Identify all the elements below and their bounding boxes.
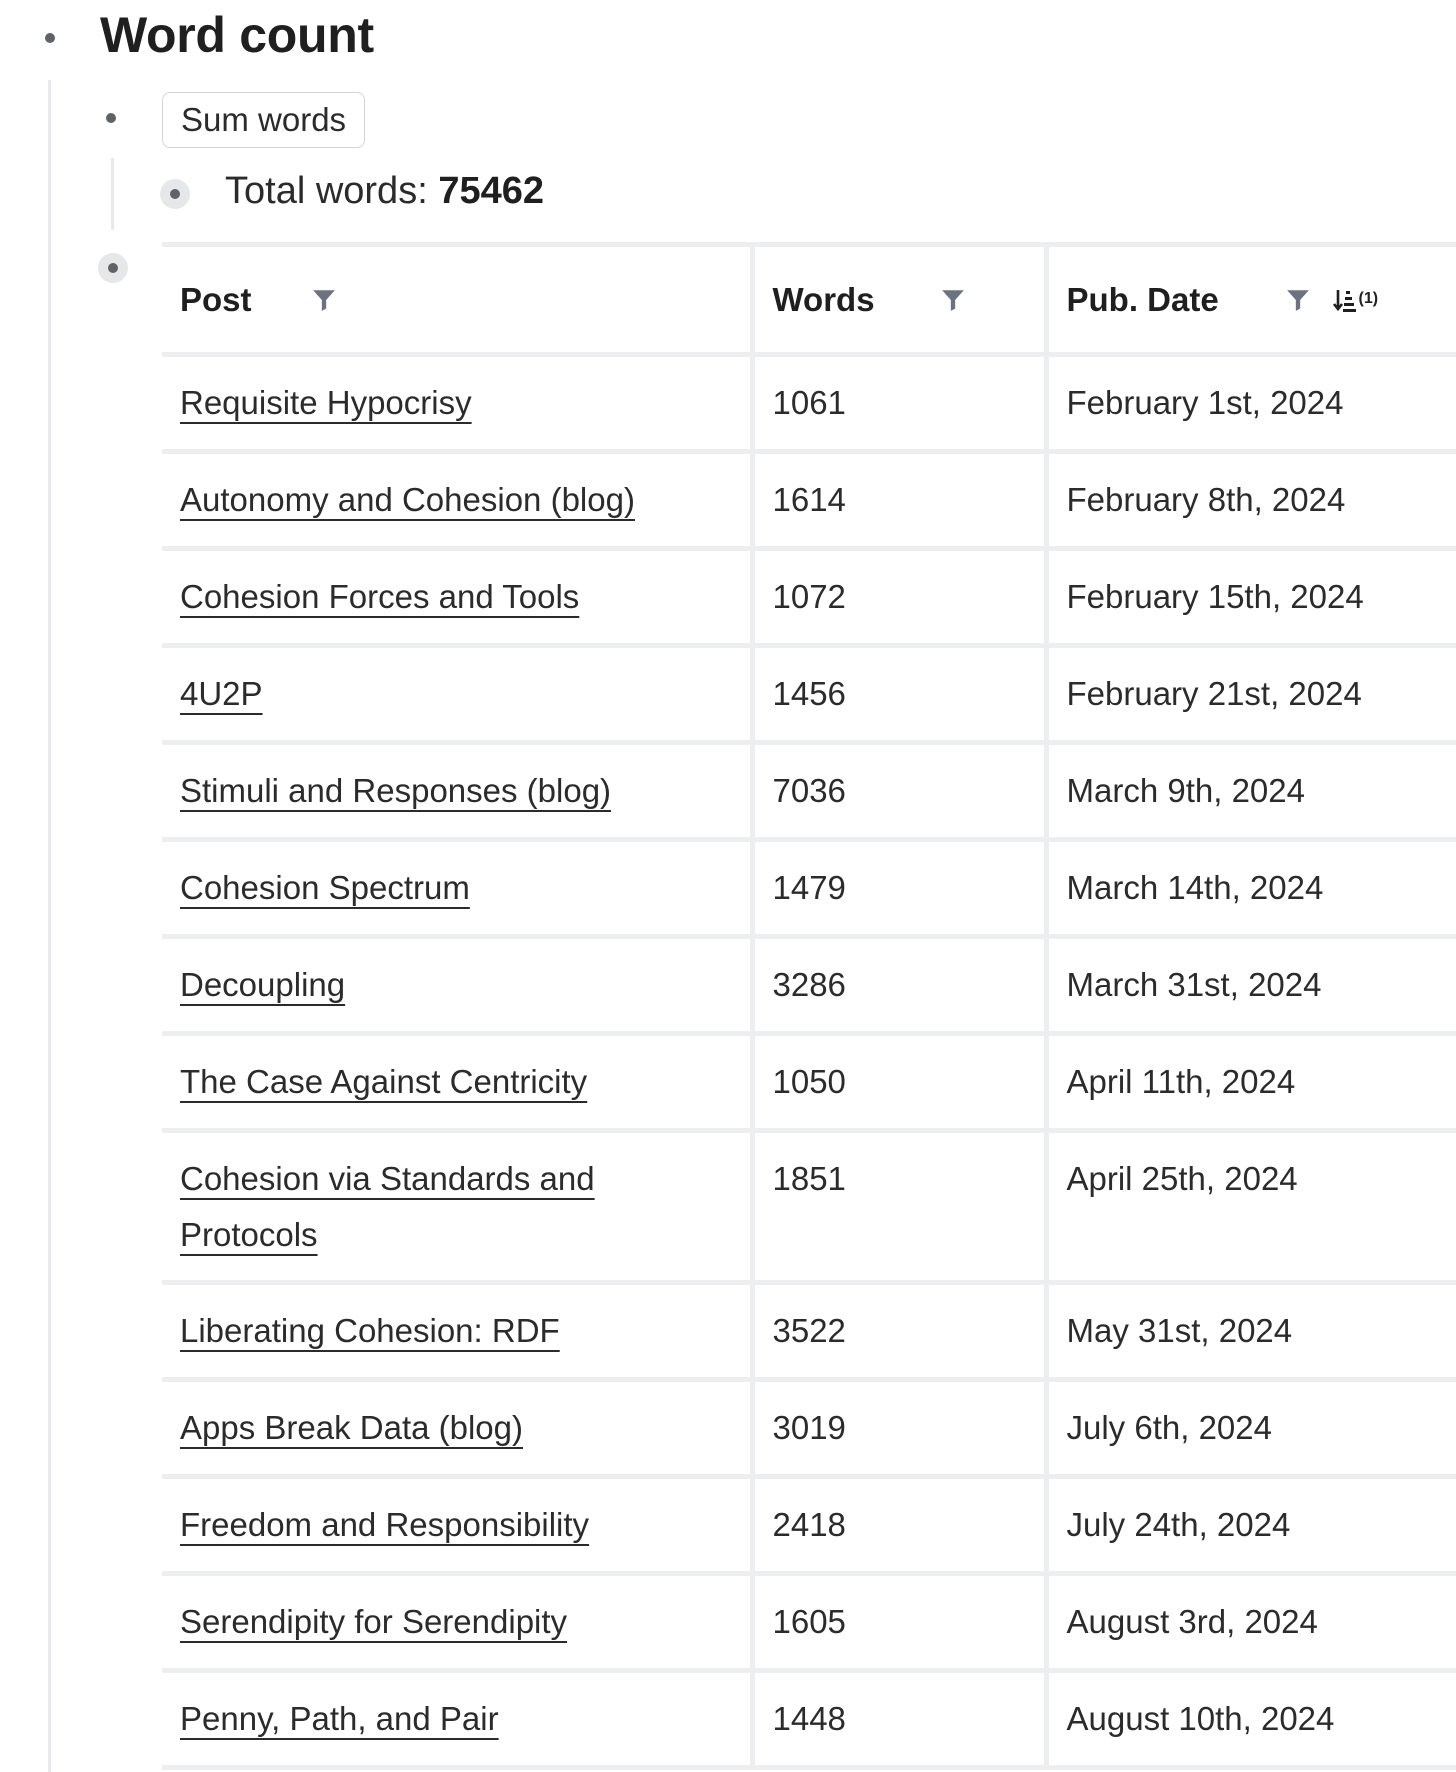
cell-post [162, 1034, 752, 1131]
cell-words[interactable] [752, 1283, 1046, 1380]
cell-words-value: 1072 [772, 578, 846, 615]
cell-pub-date-value: May 31st, 2024 [1066, 1312, 1293, 1349]
cell-post [162, 1574, 752, 1671]
cell-words-value: 3019 [772, 1409, 846, 1446]
cell-pub-date-value: August 10th, 2024 [1066, 1700, 1335, 1737]
cell-pub-date-value: July 24th, 2024 [1066, 1506, 1291, 1543]
table-row [162, 646, 1456, 743]
post-link[interactable]: Cohesion Spectrum [180, 869, 470, 906]
outline-bullet-root[interactable] [45, 33, 55, 43]
outline-bullet-sum[interactable] [106, 113, 116, 123]
cell-words-value: 1614 [772, 481, 846, 518]
cell-words[interactable] [752, 549, 1046, 646]
outline-guide-sum [111, 158, 114, 230]
filter-icon[interactable] [940, 287, 966, 313]
cell-words[interactable] [752, 355, 1046, 452]
cell-pub-date[interactable] [1046, 1671, 1456, 1768]
cell-pub-date[interactable] [1046, 1380, 1456, 1477]
table-row [162, 1477, 1456, 1574]
column-header-words-label: Words [772, 280, 875, 318]
cell-pub-date-value: March 9th, 2024 [1066, 772, 1305, 809]
cell-pub-date-value: April 11th, 2024 [1066, 1063, 1296, 1100]
table-row [162, 743, 1456, 840]
cell-words[interactable] [752, 646, 1046, 743]
cell-post [162, 1131, 752, 1283]
cell-words-value: 7036 [772, 772, 846, 809]
post-link[interactable]: Apps Break Data (blog) [180, 1409, 524, 1446]
sort-priority-badge: (1) [1358, 289, 1379, 307]
table-row [162, 1034, 1456, 1131]
total-words-value: 75462 [438, 170, 544, 212]
cell-post [162, 1477, 752, 1574]
table-row [162, 1380, 1456, 1477]
post-link[interactable]: Decoupling [180, 966, 346, 1003]
post-link[interactable]: Requisite Hypocrisy [180, 384, 472, 421]
table-row [162, 452, 1456, 549]
outline-bullet-total-collapsed[interactable] [160, 179, 190, 209]
cell-pub-date-value: August 3rd, 2024 [1066, 1603, 1318, 1640]
column-header-pub-date-label: Pub. Date [1066, 280, 1219, 318]
post-link[interactable]: Penny, Path, and Pair [180, 1700, 499, 1737]
filter-icon[interactable] [1285, 287, 1311, 313]
cell-pub-date[interactable] [1046, 452, 1456, 549]
word-count-table [162, 242, 1456, 1770]
post-link[interactable]: Liberating Cohesion: RDF [180, 1312, 560, 1349]
cell-pub-date[interactable] [1046, 355, 1456, 452]
post-link[interactable]: Autonomy and Cohesion (blog) [180, 481, 635, 518]
cell-pub-date-value: March 14th, 2024 [1066, 869, 1324, 906]
cell-post [162, 1380, 752, 1477]
cell-pub-date-value: February 8th, 2024 [1066, 481, 1346, 518]
filter-icon[interactable] [311, 287, 337, 313]
cell-words-value: 3286 [772, 966, 846, 1003]
cell-pub-date[interactable] [1046, 1131, 1456, 1283]
cell-pub-date[interactable] [1046, 937, 1456, 1034]
total-words-text [225, 170, 544, 213]
cell-pub-date[interactable] [1046, 1034, 1456, 1131]
cell-words[interactable] [752, 452, 1046, 549]
cell-words-value: 1448 [772, 1700, 846, 1737]
cell-post [162, 840, 752, 937]
table-row [162, 1131, 1456, 1283]
cell-words[interactable] [752, 743, 1046, 840]
post-link[interactable]: 4U2P [180, 675, 263, 712]
cell-pub-date-value: July 6th, 2024 [1066, 1409, 1272, 1446]
posts-table [162, 242, 1456, 1770]
post-link[interactable]: Stimuli and Responses (blog) [180, 772, 612, 809]
post-link[interactable]: The Case Against Centricity [180, 1063, 588, 1100]
cell-words-value: 1456 [772, 675, 846, 712]
table-row [162, 355, 1456, 452]
cell-words-value: 1605 [772, 1603, 846, 1640]
table-row [162, 549, 1456, 646]
cell-words[interactable] [752, 937, 1046, 1034]
cell-words[interactable] [752, 1034, 1046, 1131]
cell-post [162, 743, 752, 840]
cell-post [162, 549, 752, 646]
cell-post [162, 937, 752, 1034]
cell-post [162, 355, 752, 452]
cell-words[interactable] [752, 840, 1046, 937]
cell-pub-date[interactable] [1046, 646, 1456, 743]
total-words-label: Total words: [225, 170, 439, 212]
cell-pub-date-value: February 1st, 2024 [1066, 384, 1344, 421]
cell-words-value: 3522 [772, 1312, 846, 1349]
table-row [162, 1574, 1456, 1671]
cell-pub-date[interactable] [1046, 1283, 1456, 1380]
cell-words-value: 1479 [772, 869, 846, 906]
table-row [162, 1283, 1456, 1380]
outline-bullet-table-collapsed[interactable] [98, 253, 128, 283]
table-row [162, 937, 1456, 1034]
cell-pub-date[interactable] [1046, 1477, 1456, 1574]
column-header-words[interactable] [752, 245, 1046, 355]
cell-words-value: 2418 [772, 1506, 846, 1543]
post-link[interactable]: Freedom and Responsibility [180, 1506, 590, 1543]
table-row [162, 840, 1456, 937]
page-title: Word count [100, 7, 374, 63]
column-header-post-label: Post [180, 280, 252, 318]
cell-pub-date[interactable] [1046, 743, 1456, 840]
table-header-row [162, 245, 1456, 355]
cell-pub-date[interactable] [1046, 1574, 1456, 1671]
post-link[interactable]: Cohesion Forces and Tools [180, 578, 580, 615]
cell-words[interactable] [752, 1131, 1046, 1283]
sort-control[interactable] [1332, 286, 1379, 314]
post-link[interactable]: Cohesion via Standards and Protocols [180, 1160, 595, 1253]
cell-post [162, 1671, 752, 1768]
cell-pub-date-value: February 15th, 2024 [1066, 578, 1364, 615]
cell-words[interactable] [752, 1574, 1046, 1671]
cell-words-value: 1050 [772, 1063, 846, 1100]
cell-pub-date-value: February 21st, 2024 [1066, 675, 1362, 712]
sum-words-button[interactable]: Sum words [162, 92, 365, 148]
sort-descending-icon [1332, 286, 1358, 314]
cell-words[interactable] [752, 1477, 1046, 1574]
cell-words-value: 1851 [772, 1160, 846, 1197]
cell-post [162, 452, 752, 549]
cell-pub-date-value: March 31st, 2024 [1066, 966, 1322, 1003]
cell-words[interactable] [752, 1380, 1046, 1477]
cell-pub-date[interactable] [1046, 549, 1456, 646]
cell-pub-date-value: April 25th, 2024 [1066, 1160, 1298, 1197]
cell-words[interactable] [752, 1671, 1046, 1768]
outline-guide-root [48, 80, 51, 1772]
cell-words-value: 1061 [772, 384, 846, 421]
post-link[interactable]: Serendipity for Serendipity [180, 1603, 568, 1640]
cell-post [162, 646, 752, 743]
table-row [162, 1671, 1456, 1768]
column-header-post[interactable] [162, 245, 752, 355]
cell-post [162, 1283, 752, 1380]
column-header-pub-date[interactable] [1046, 245, 1456, 355]
cell-pub-date[interactable] [1046, 840, 1456, 937]
